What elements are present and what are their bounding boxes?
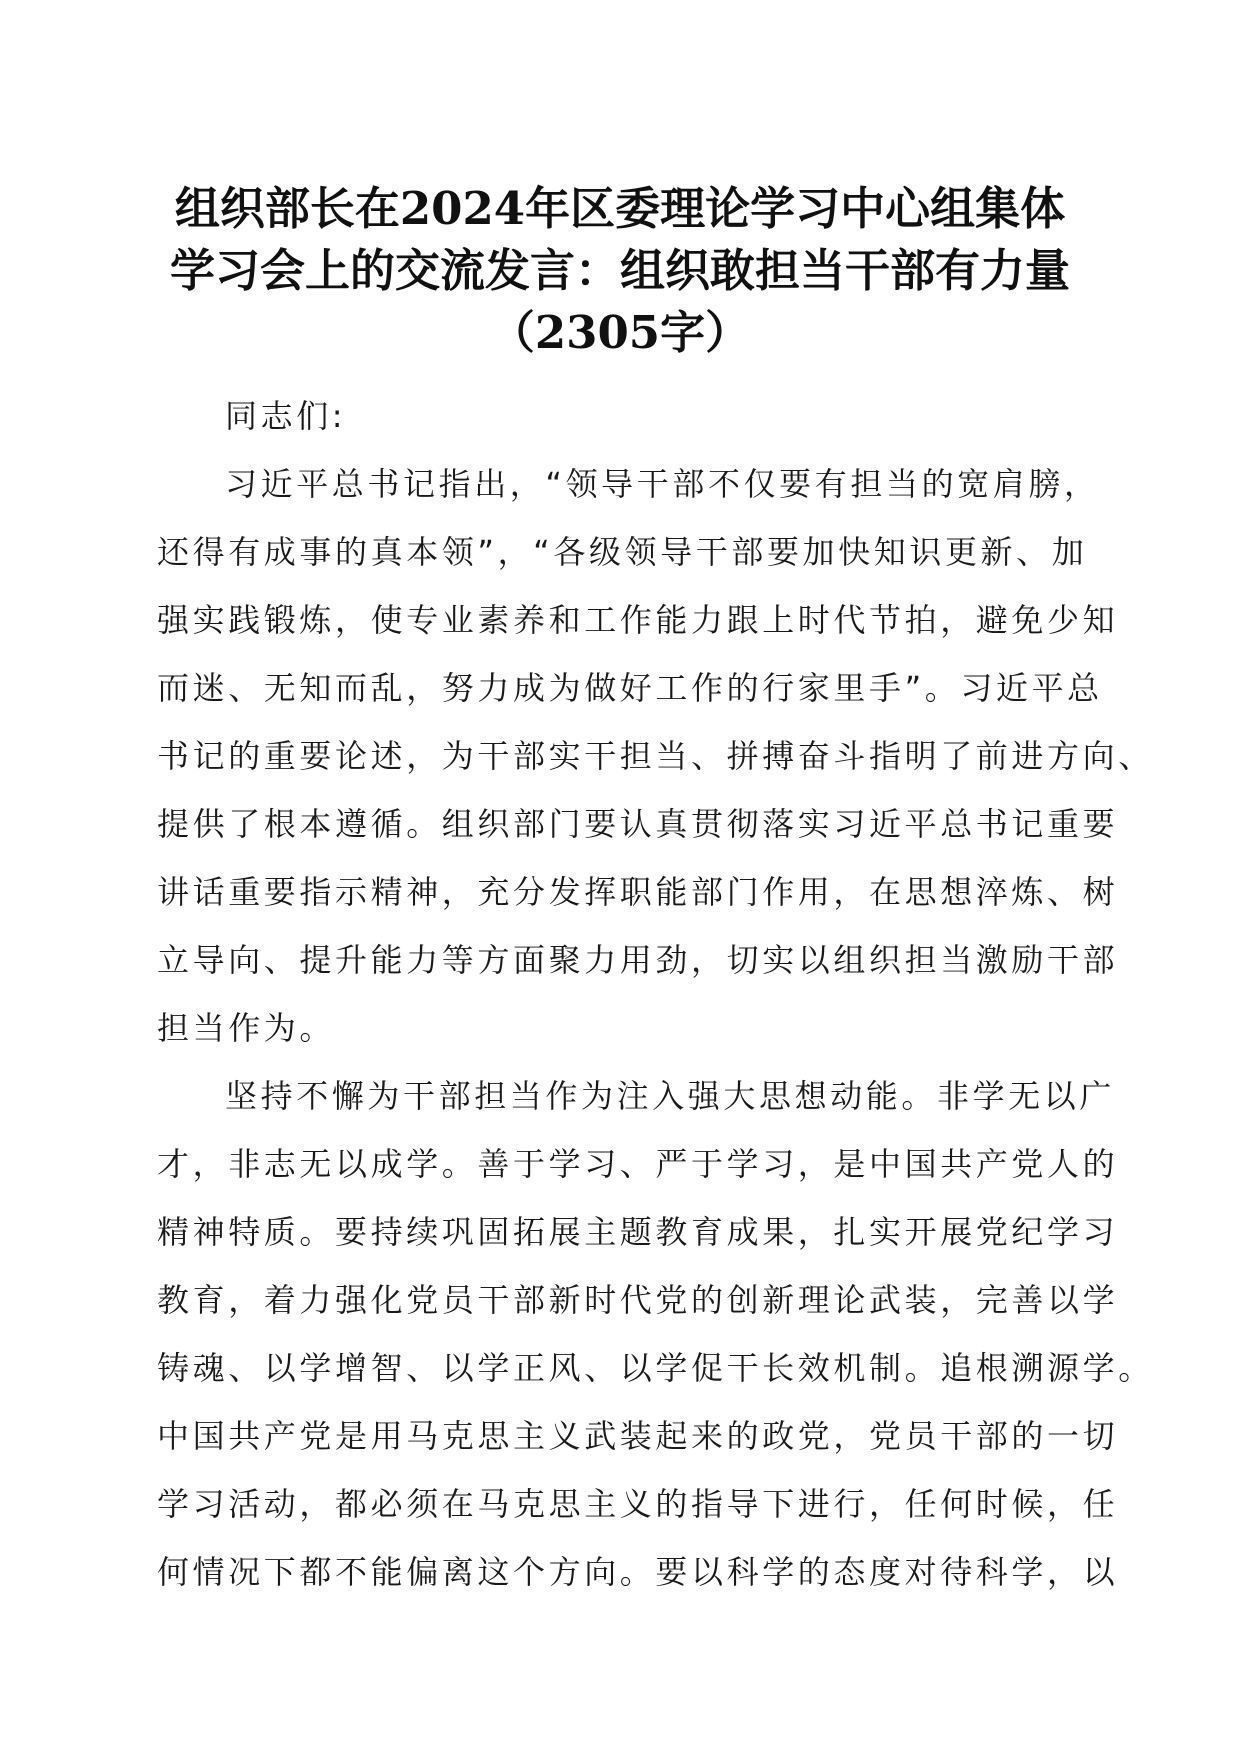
paragraph-line: 坚持不懈为干部担当作为注入强大思想动能。非学无以广 xyxy=(225,1077,1116,1115)
paragraph-line: 提供了根本遵循。组织部门要认真贯彻落实习近平总书记重要 xyxy=(157,805,1119,843)
paragraph-line: 还得有成事的真本领”，“各级领导干部要加快知识更新、加 xyxy=(157,533,1088,571)
paragraph-line: 教育，着力强化党员干部新时代党的创新理论武装，完善以学 xyxy=(157,1281,1119,1319)
salutation: 同志们: xyxy=(225,397,347,435)
paragraph-line: 担当作为。 xyxy=(157,1009,336,1047)
paragraph-2 xyxy=(157,1062,1154,1606)
paragraph-1 xyxy=(157,450,1154,1062)
paragraph-line: 精神特质。要持续巩固拓展主题教育成果，扎实开展党纪学习 xyxy=(157,1213,1119,1251)
paragraph-line: 立导向、提升能力等方面聚力用劲，切实以组织担当激励干部 xyxy=(157,941,1119,979)
paragraph-line: 讲话重要指示精神，充分发挥职能部门作用，在思想淬炼、树 xyxy=(157,873,1119,911)
paragraph-line: 强实践锻炼，使专业素养和工作能力跟上时代节拍，避免少知 xyxy=(157,601,1119,639)
paragraph-line: 才，非志无以成学。善于学习、严于学习，是中国共产党人的 xyxy=(157,1145,1119,1183)
paragraph-line: 而迷、无知而乱，努力成为做好工作的行家里手”。习近平总 xyxy=(157,669,1103,707)
title-line-1: 组织部长在2024年区委理论学习中心组集体 xyxy=(174,182,1066,235)
document-title xyxy=(140,178,1100,364)
paragraph-line: 何情况下都不能偏离这个方向。要以科学的态度对待科学，以 xyxy=(157,1553,1119,1591)
document-body xyxy=(157,382,1154,1606)
paragraph-line: 铸魂、以学增智、以学正风、以学促干长效机制。追根溯源学。 xyxy=(157,1349,1154,1387)
paragraph-line: 学习活动，都必须在马克思主义的指导下进行，任何时候，任 xyxy=(157,1485,1119,1523)
paragraph-line: 习近平总书记指出，“领导干部不仅要有担当的宽肩膀， xyxy=(225,465,1100,503)
paragraph-line: 书记的重要论述，为干部实干担当、拼搏奋斗指明了前进方向、 xyxy=(157,737,1154,775)
title-line-3: （2305字） xyxy=(489,306,751,359)
title-line-2: 学习会上的交流发言：组织敢担当干部有力量 xyxy=(169,244,1070,297)
paragraph-line: 中国共产党是用马克思主义武装起来的政党，党员干部的一切 xyxy=(157,1417,1119,1455)
